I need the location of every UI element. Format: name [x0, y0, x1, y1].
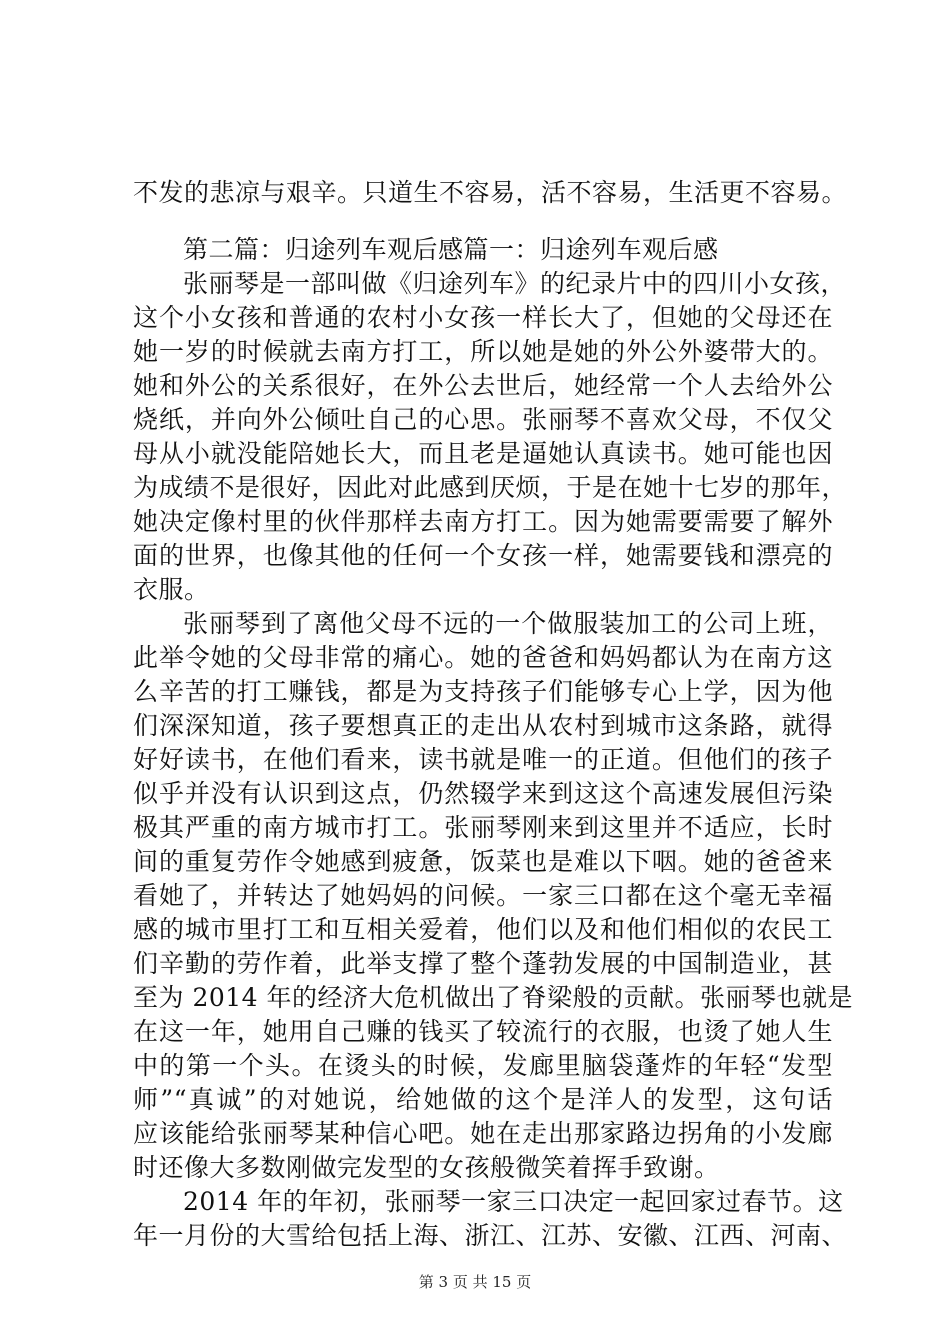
- text-line: 不发的悲凉与艰辛。只道生不容易，活不容易，生活更不容易。: [133, 178, 848, 207]
- text-line: 张丽琴到了离他父母不远的一个做服装加工的公司上班，: [183, 609, 833, 638]
- text-line: 好好读书，在他们看来，读书就是唯一的正道。但他们的孩子: [133, 745, 833, 774]
- text-line: 衣服。: [133, 575, 210, 604]
- text-line: 看她了，并转达了她妈妈的问候。一家三口都在这个毫无幸福: [133, 881, 833, 910]
- text-line: 年一月份的大雪给包括上海、浙江、江苏、安徽、江西、河南、: [133, 1221, 848, 1250]
- text-line: 师”“真诚”的对她说，给她做的这个是洋人的发型，这句话: [133, 1085, 833, 1114]
- text-line: 此举令她的父母非常的痛心。她的爸爸和妈妈都认为在南方这: [133, 643, 833, 672]
- text-line: 间的重复劳作令她感到疲惫，饭菜也是难以下咽。她的爸爸来: [133, 847, 833, 876]
- text-line: 们深深知道，孩子要想真正的走出从农村到城市这条路，就得: [133, 711, 833, 740]
- text-line: 为成绩不是很好，因此对此感到厌烦，于是在她十七岁的那年，: [133, 473, 848, 502]
- text-line: 中的第一个头。在烫头的时候，发廊里脑袋蓬炸的年轻“发型: [133, 1051, 833, 1080]
- section-heading: 第二篇：归途列车观后感篇一：归途列车观后感: [183, 235, 719, 264]
- text-line: 似乎并没有认识到这点，仍然辍学来到这这个高速发展但污染: [133, 779, 833, 808]
- text-line: 张丽琴是一部叫做《归途列车》的纪录片中的四川小女孩，: [183, 269, 847, 298]
- text-line: 烧纸，并向外公倾吐自己的心思。张丽琴不喜欢父母，不仅父: [133, 405, 833, 434]
- text-line: 么辛苦的打工赚钱，都是为支持孩子们能够专心上学，因为他: [133, 677, 833, 706]
- page-footer: 第 3 页 共 15 页: [418, 1273, 532, 1291]
- text-line: 她和外公的关系很好，在外公去世后，她经常一个人去给外公: [133, 371, 833, 400]
- text-line: 在这一年，她用自己赚的钱买了较流行的衣服，也烫了她人生: [133, 1017, 833, 1046]
- text-line: 她一岁的时候就去南方打工，所以她是她的外公外婆带大的。: [133, 337, 833, 366]
- text-line: 这个小女孩和普通的农村小女孩一样长大了，但她的父母还在: [133, 303, 833, 332]
- text-line: 至为 2014 年的经济大危机做出了脊梁般的贡献。张丽琴也就是: [133, 983, 854, 1012]
- text-line: 们辛勤的劳作着，此举支撑了整个蓬勃发展的中国制造业，甚: [133, 949, 833, 978]
- text-line: 感的城市里打工和互相关爱着，他们以及和他们相似的农民工: [133, 915, 833, 944]
- text-line: 2014 年的年初，张丽琴一家三口决定一起回家过春节。这: [183, 1187, 844, 1216]
- text-line: 时还像大多数刚做完发型的女孩般微笑着挥手致谢。: [133, 1153, 720, 1182]
- text-line: 应该能给张丽琴某种信心吧。她在走出那家路边拐角的小发廊: [133, 1119, 833, 1148]
- text-line: 她决定像村里的伙伴那样去南方打工。因为她需要需要了解外: [133, 507, 833, 536]
- text-line: 面的世界，也像其他的任何一个女孩一样，她需要钱和漂亮的: [133, 541, 833, 570]
- text-line: 极其严重的南方城市打工。张丽琴刚来到这里并不适应，长时: [133, 813, 833, 842]
- text-line: 母从小就没能陪她长大，而且老是逼她认真读书。她可能也因: [133, 439, 833, 468]
